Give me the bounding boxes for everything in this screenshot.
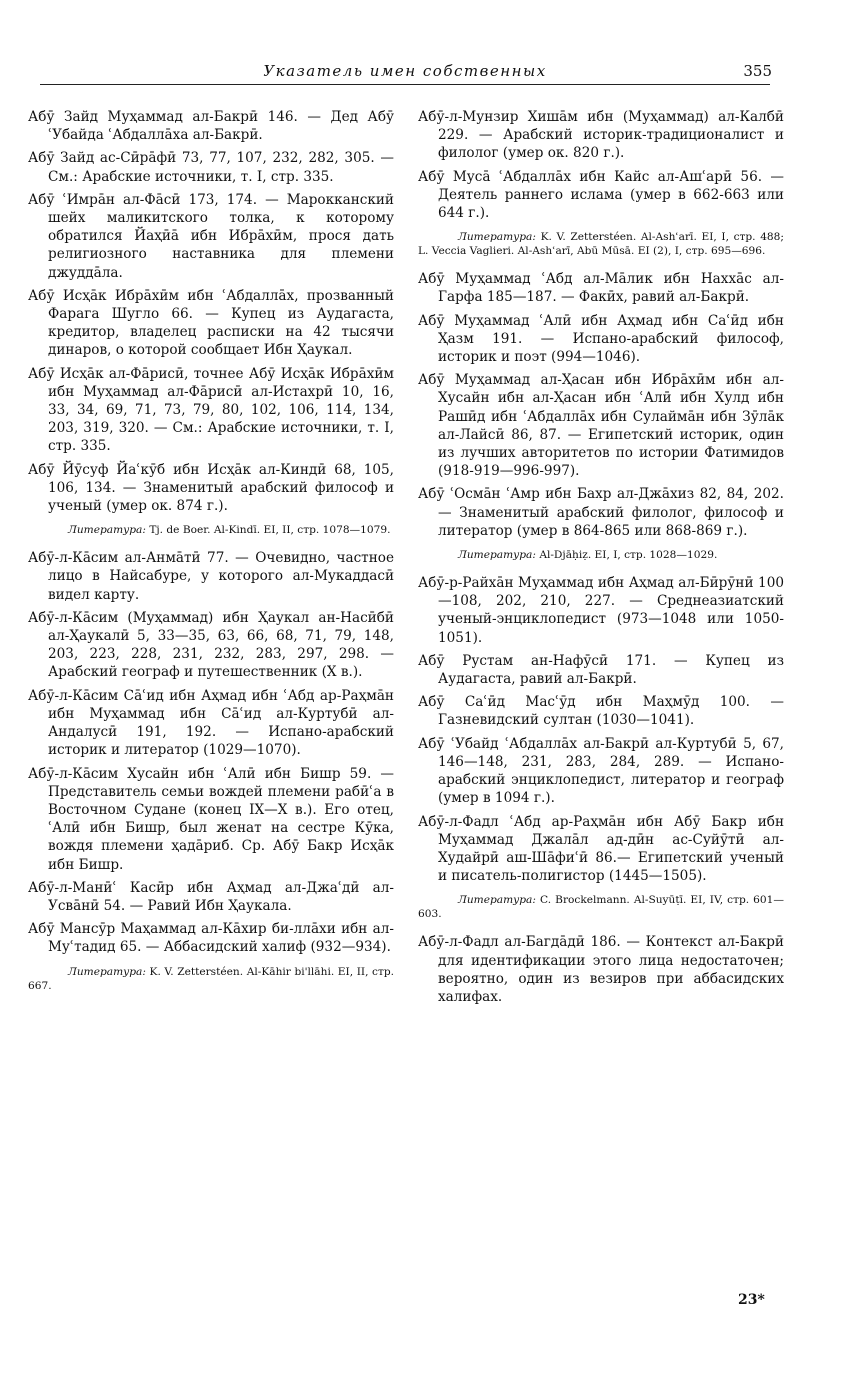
literature-label: Литература: — [68, 524, 146, 537]
index-entry: Абӯ Муҳаммад ʿАбд ал-Мāлик ибн Наххāс ал-Гарфа 185—187. — Факӣх, равий ал-Бакрӣ. — [418, 271, 784, 306]
index-entry: Абӯ Исҳāк Ибрāхӣм ибн ʿАбдаллāх, прозванный Фарага Шугло 66. — Купец из Аудагаста, кредитор, владелец расписки на 42 тысячи динаров, о которой сообщает Ибн Ҳаукал. — [28, 287, 394, 359]
index-entry: Абӯ-л-Кāсим Сāʿид ибн Аҳмад ибн ʿАбд ар-Раҳмāн ибн Муҳаммад ибн Сāʿид ал-Куртубӣ ал-Андалусӣ 191, 192. — Испано-арабский историк и литератор (1029—1070). — [28, 687, 394, 759]
literature-label: Литература: — [458, 894, 536, 907]
literature-text: Tj. de Boer. Al-Kindī. EI, II, стр. 1078—1079. — [149, 524, 391, 537]
index-entry: Абӯ-л-Кāсим ал-Анмāтӣ 77. — Очевидно, частное лицо в Найсабуре, у которого ал-Мукаддасӣ видел карту. — [28, 550, 394, 603]
right-column — [418, 108, 784, 1011]
index-entry: Абӯ Мансӯр Маҳаммад ал-Кāхир би-ллāхи ибн ал-Муʿтадид 65. — Аббасидский халиф (932—934). — [28, 921, 394, 956]
literature-text: C. Brockelmann. Al-Suyūṭī. EI, IV, стр. 601—603. — [418, 894, 784, 921]
literature-note — [28, 965, 394, 993]
literature-text: K. V. Zetterstéen. Al-Ashʿarī. EI, I, стр. 488; L. Veccia Vaglieri. Al-Ashʿarī, Abū Mūsā. EI (2), I, стр. 695—696. — [418, 231, 784, 258]
literature-label: Литература: — [458, 549, 536, 562]
index-entry: Абӯ-р-Райхāн Муҳаммад ибн Аҳмад ал-Бӣрӯнӣ 100—108, 202, 210, 227. — Среднеазиатский ученый-энциклопедист (973—1048 или 1050-1051). — [418, 575, 784, 646]
literature-note — [418, 548, 784, 562]
running-head — [40, 58, 770, 85]
signature-mark: 23* — [738, 1292, 765, 1308]
index-entry: Абӯ Зайд ас-Сӣрāфӣ 73, 77, 107, 232, 282, 305. — См.: Арабские источники, т. I, стр. 335. — [28, 150, 394, 185]
index-entry: Абӯ-л-Фадл ʿАбд ар-Раҳмāн ибн Абӯ Бакр ибн Муҳаммад Джалāл ад-дӣн ас-Суйӯтӣ ал-Худайрӣ аш-Шāфиʿӣ 86.— Египетский ученый и писатель-полигистор (1445—1505). — [418, 813, 784, 885]
index-entry: Абӯ Зайд Муҳаммад ал-Бакрӣ 146. — Дед Абӯ ʿУбайда ʿАбдаллāха ал-Бакрӣ. — [28, 109, 394, 144]
index-entry: Абӯ Мусā ʿАбдаллāх ибн Кайс ал-Ашʿарӣ 56. — Деятель раннего ислама (умер в 662-663 или 644 г.). — [418, 168, 784, 222]
index-entry: Абӯ Йӯсуф Йаʿкӯб ибн Исҳāк ал-Киндӣ 68, 105, 106, 134. — Знаменитый арабский философ и ученый (умер ок. 874 г.). — [28, 461, 394, 515]
index-entry: Абӯ-л-Кāсим (Муҳаммад) ибн Ҳаукал ан-Насӣбӣ ал-Ҳаукалӣ 5, 33—35, 63, 66, 68, 71, 79, 148, 203, 223, 228, 231, 232, 283, 297, 298. — Арабский географ и путешественник (X в.). — [28, 609, 394, 681]
index-entry: Абӯ-л-Манӣʿ Касӣр ибн Аҳмад ал-Джаʿдӣ ал-Усвāнӣ 54. — Равий Ибн Ҳаукала. — [28, 879, 394, 914]
left-column — [28, 108, 394, 1005]
literature-note — [418, 230, 784, 258]
index-entry: Абӯ Муҳаммад ʿАлӣ ибн Аҳмад ибн Саʿӣд ибн Ҳазм 191. — Испано-арабский философ, историк и поэт (994—1046). — [418, 312, 784, 366]
literature-note — [28, 523, 394, 537]
literature-text: K. V. Zetterstéen. Al-Kāhir bi'llāhi. EI, II, стр. 667. — [28, 965, 394, 992]
index-entry: Абӯ Саʿӣд Масʿӯд ибн Маҳмӯд 100. — Газневидский султан (1030—1041). — [418, 694, 784, 729]
literature-text: Al-Djāḥiẓ. EI, I, стр. 1028—1029. — [539, 549, 718, 562]
running-title: Указатель имен собственных — [263, 62, 547, 80]
index-entry: Абӯ ʿУбайд ʿАбдаллāх ал-Бакрӣ ал-Куртубӣ 5, 67, 146—148, 231, 283, 284, 289. — Испано-арабский энциклопедист, литератор и географ (умер в 1094 г.). — [418, 735, 784, 807]
index-entry: Абӯ Муҳаммад ал-Ҳасан ибн Ибрāхӣм ибн ал-Хусайн ибн ал-Ҳасан ибн ʿАлӣ ибн Хулд ибн Рашӣд ибн ʿАбдаллāх ибн Сулаймāн ибн Зӯлāк ал-Лайсӣ 86, 87. — Египетский историк, один из лучших авторитетов по истории Фатимидов (918-919—996-997). — [418, 372, 784, 480]
index-entry: Абӯ ʿОсмāн ʿАмр ибн Бахр ал-Джāхиз 82, 84, 202. — Знаменитый арабский филолог, философ и литератор (умер в 864-865 или 868-869 г.). — [418, 486, 784, 539]
index-entry: Абӯ Исҳāк ал-Фāрисӣ, точнее Абӯ Исҳāк Ибрāхӣм ибн Муҳаммад ал-Фāрисӣ ал-Истахрӣ 10, 16, 33, 34, 69, 71, 73, 79, 80, 102, 106, 114, 134, 203, 319, 320. — См.: Арабские источники, т. I, стр. 335. — [28, 365, 394, 455]
literature-note — [418, 893, 784, 921]
index-entry: Абӯ-л-Кāсим Хусайн ибн ʿАлӣ ибн Бишр 59. — Представитель семьи вождей племени рабӣʿа в Восточном Судане (конец IX—X в.). Его отец, ʿАлӣ ибн Бишр, был женат на сестре Кӯка, вождя племени ҳадāриб. Ср. Абӯ Бакр Исҳāк ибн Бишр. — [28, 765, 394, 873]
index-entry: Абӯ-л-Фадл ал-Багдāдӣ 186. — Контекст ал-Бакрӣ для идентификации этого лица недостаточен; вероятно, один из везиров при аббасидских халифах. — [418, 934, 784, 1005]
index-entry: Абӯ ʿИмрāн ал-Фāсӣ 173, 174. — Марокканский шейх маликитского толка, к которому обратился Йаҳӣā ибн Ибрāхӣм, прося дать религиозного наставника для племени джуддāла. — [28, 191, 394, 281]
index-entry: Абӯ-л-Мунзир Хишāм ибн (Муҳаммад) ал-Калбӣ 229. — Арабский историк-традиционалист и филолог (умер ок. 820 г.). — [418, 109, 784, 162]
literature-label: Литература: — [68, 965, 146, 978]
index-entry: Абӯ Рустам ан-Нафӯсӣ 171. — Купец из Аудагаста, равий ал-Бакрӣ. — [418, 652, 784, 688]
literature-label: Литература: — [458, 231, 536, 244]
page-number: 355 — [743, 62, 772, 80]
